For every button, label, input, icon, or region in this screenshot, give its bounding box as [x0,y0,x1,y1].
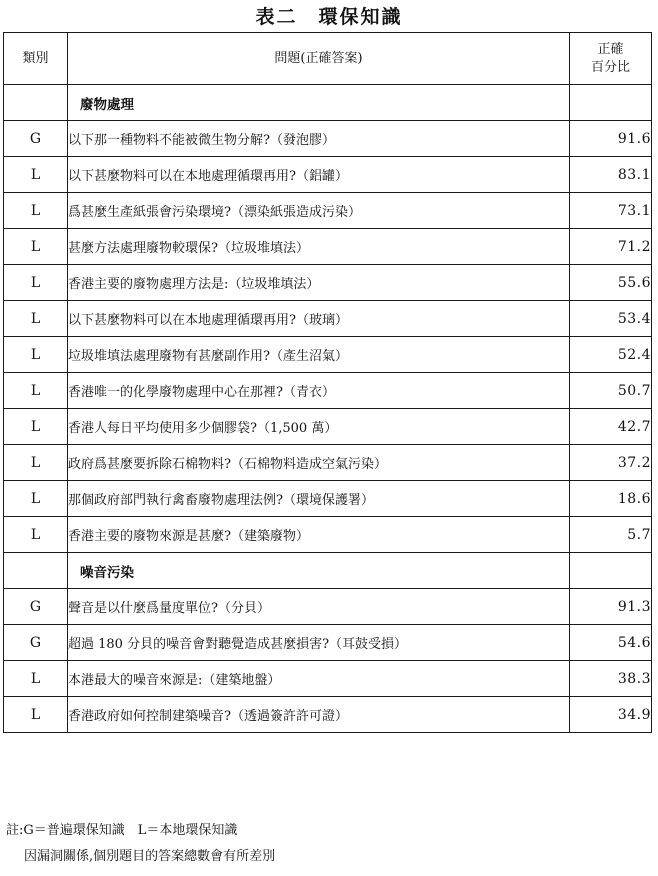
percent-cell: 38.3 [570,661,652,697]
category-cell: L [4,157,68,193]
table-row [4,301,652,337]
category-cell: L [4,517,68,553]
knowledge-table [3,32,652,733]
category-cell: L [4,445,68,481]
percent-cell: 53.4 [570,301,652,337]
question-cell: 以下甚麼物料可以在本地處理循環再用?（鋁罐） [68,157,570,193]
category-cell: G [4,589,68,625]
category-cell: L [4,697,68,733]
percent-cell: 83.1 [570,157,652,193]
percent-cell: 5.7 [570,517,652,553]
category-cell: L [4,373,68,409]
question-cell: 超過 180 分貝的噪音會對聽覺造成甚麼損害?（耳鼓受損） [68,625,570,661]
question-cell: 政府爲甚麼要拆除石棉物料?（石棉物料造成空氣污染） [68,445,570,481]
note-remark: 因漏洞關係,個別題目的答案總數會有所差別 [24,849,276,864]
percent-cell: 18.6 [570,481,652,517]
question-cell: 甚麼方法處理廢物較環保?（垃圾堆填法） [68,229,570,265]
category-cell: L [4,229,68,265]
header-question: 問題(正確答案) [68,33,570,85]
question-cell: 本港最大的噪音來源是:（建築地盤） [68,661,570,697]
table-row [4,445,652,481]
table-title: 表二 環保知識 [255,6,403,28]
section-cat-cell [4,85,68,121]
table-row [4,121,652,157]
table-row [4,625,652,661]
percent-cell: 34.9 [570,697,652,733]
table-row [4,157,652,193]
section-row [4,553,652,589]
question-cell: 聲音是以什麼爲量度單位?（分貝） [68,589,570,625]
header-percent-line1: 正確 [597,41,624,57]
question-cell: 垃圾堆填法處理廢物有甚麼副作用?（產生沼氣） [68,337,570,373]
table-row [4,589,652,625]
section-label: 廢物處理 [68,85,570,121]
percent-cell: 50.7 [570,373,652,409]
table-notes [6,818,646,870]
section-pct-cell [570,85,652,121]
header-percent-line2: 百分比 [590,59,630,75]
percent-cell: 37.2 [570,445,652,481]
percent-cell: 91.6 [570,121,652,157]
table-row [4,481,652,517]
table-row [4,373,652,409]
table-row [4,337,652,373]
question-cell: 那個政府部門執行禽畜廢物處理法例?（環境保護署） [68,481,570,517]
table-row [4,265,652,301]
percent-cell: 73.1 [570,193,652,229]
percent-cell: 71.2 [570,229,652,265]
question-cell: 香港人每日平均使用多少個膠袋?（1,500 萬） [68,409,570,445]
category-cell: G [4,625,68,661]
category-cell: L [4,409,68,445]
section-label: 噪音污染 [68,553,570,589]
category-cell: L [4,265,68,301]
question-cell: 爲甚麼生產紙張會污染環境?（漂染紙張造成污染） [68,193,570,229]
category-cell: L [4,301,68,337]
question-cell: 香港主要的廢物來源是甚麼?（建築廢物） [68,517,570,553]
section-row [4,85,652,121]
header-category: 類別 [4,33,68,85]
table-row [4,517,652,553]
percent-cell: 55.6 [570,265,652,301]
header-percent [570,33,652,85]
category-cell: L [4,337,68,373]
table-header-row [4,33,652,85]
table-row [4,193,652,229]
table-row [4,229,652,265]
question-cell: 以下那一種物料不能被微生物分解?（發泡膠） [68,121,570,157]
section-pct-cell [570,553,652,589]
percent-cell: 91.3 [570,589,652,625]
section-cat-cell [4,553,68,589]
category-cell: L [4,661,68,697]
question-cell: 香港唯一的化學廢物處理中心在那裡?（青衣） [68,373,570,409]
note-legend: 註:G＝普遍環保知識 L＝本地環保知識 [6,823,238,838]
percent-cell: 54.6 [570,625,652,661]
percent-cell: 42.7 [570,409,652,445]
table-body [4,85,652,733]
table-row [4,409,652,445]
percent-cell: 52.4 [570,337,652,373]
question-cell: 香港主要的廢物處理方法是:（垃圾堆填法） [68,265,570,301]
category-cell: L [4,193,68,229]
category-cell: L [4,481,68,517]
category-cell: G [4,121,68,157]
question-cell: 以下甚麼物料可以在本地處理循環再用?（玻璃） [68,301,570,337]
question-cell: 香港政府如何控制建築噪音?（透過簽許許可證） [68,697,570,733]
table-row [4,697,652,733]
table-row [4,661,652,697]
